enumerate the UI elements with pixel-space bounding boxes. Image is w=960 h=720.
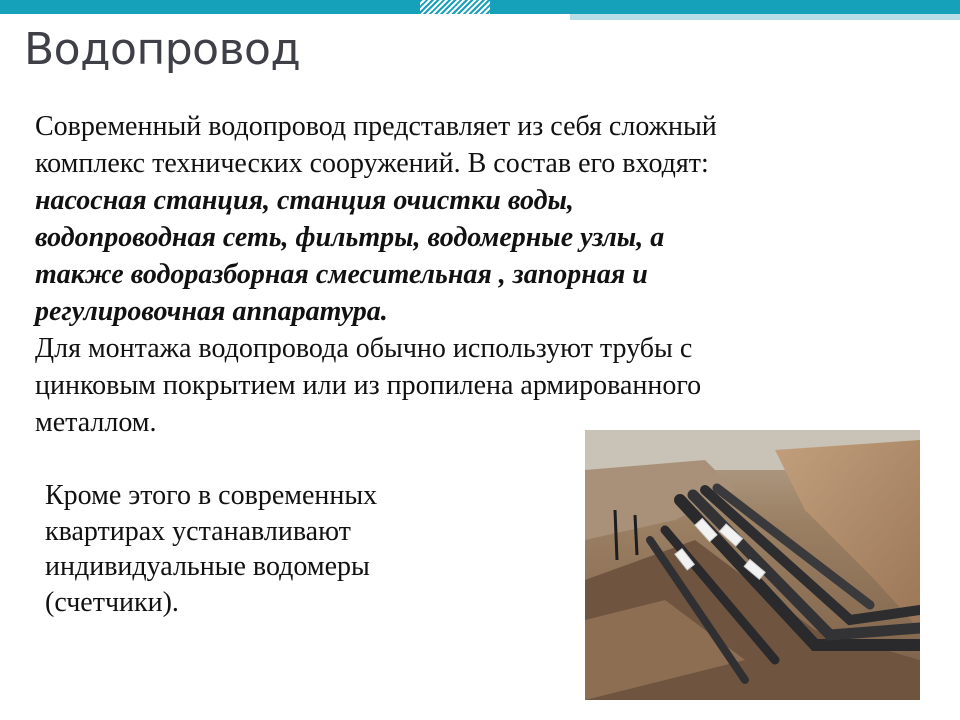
meters-line: квартирах устанавливают <box>45 515 351 547</box>
top-accent-bar-right <box>490 0 960 14</box>
meters-paragraph <box>45 478 565 620</box>
intro-line: Современный водопровод представляет из себя сложный <box>35 111 717 142</box>
meters-line: Кроме этого в современных <box>45 480 378 511</box>
components-line: регулировочная аппаратура. <box>35 296 388 327</box>
slide-title: Водопровод <box>24 24 301 75</box>
meters-line: индивидуальные водомеры <box>45 551 370 582</box>
pipes-line: цинковым покрытием или из пропилена армированного <box>35 370 702 401</box>
pipeline-trench-photo <box>585 430 920 700</box>
photo-stake <box>615 510 617 560</box>
intro-line: комплекс технических сооружений. В состав его входят: <box>35 148 709 179</box>
photo-stake <box>635 515 637 555</box>
components-line: также водоразборная смесительная , запорная и <box>35 259 648 290</box>
main-paragraph <box>35 108 935 441</box>
meters-line: (счетчики). <box>45 586 179 618</box>
components-line: водопроводная сеть, фильтры, водомерные узлы, а <box>35 222 665 253</box>
pipes-line: металлом. <box>35 407 157 438</box>
top-accent-bar <box>0 0 430 14</box>
components-line: насосная станция, станция очистки воды, <box>35 185 574 216</box>
pipes-line: Для монтажа водопровода обычно используют трубы с <box>35 333 693 364</box>
top-accent-hatch <box>420 0 500 14</box>
top-accent-stripe <box>570 14 960 20</box>
